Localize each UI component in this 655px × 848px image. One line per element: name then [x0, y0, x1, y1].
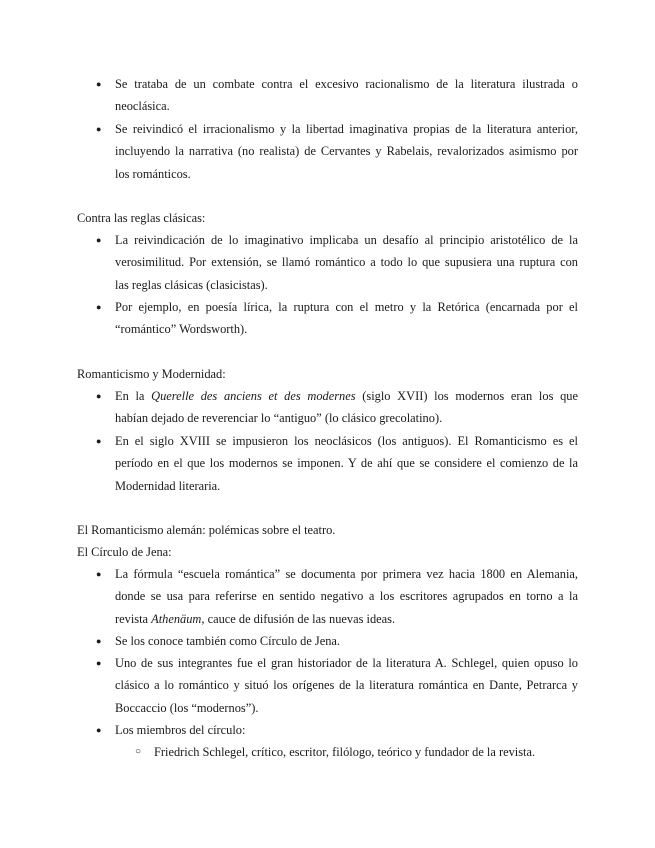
text-line: La fórmula “escuela romántica” se documenta por primera vez hacia 1800 en Alemania,: [115, 567, 578, 581]
italic-title: Querelle des anciens et des modernes: [151, 389, 356, 403]
text-line: Uno de sus integrantes fue el gran historiador de la literatura A. Schlegel, quien opuso lo: [115, 656, 578, 670]
text-line: Friedrich Schlegel, crítico, escritor, filólogo, teórico y fundador de la revista.: [154, 745, 536, 759]
text-line: revista Athenäum, cauce de difusión de las nuevas ideas.: [115, 611, 396, 626]
section-heading: El Círculo de Jena:: [77, 545, 172, 559]
text-line: período en el que los modernos se imponen. Y de ahí que se considere el comienzo de la: [115, 456, 578, 471]
bullet-icon: ●: [96, 436, 102, 446]
list-item: [96, 652, 578, 719]
text-line: Los miembros del círculo:: [115, 723, 246, 737]
list-item: [96, 563, 578, 630]
text-line: En la Querelle des anciens et des modernes (siglo XVII) los modernos eran los que: [115, 389, 578, 403]
bullet-icon: ●: [96, 569, 102, 579]
hollow-bullet-icon: ○: [135, 746, 142, 757]
list-item: [96, 73, 578, 118]
bullet-icon: ●: [96, 79, 102, 89]
text-line: Se los conoce también como Círculo de Jena.: [115, 634, 341, 648]
sub-list-item: [135, 741, 584, 763]
list-item: [96, 719, 578, 741]
bullet-icon: ●: [96, 658, 102, 668]
text-line: clásico a lo romántico y situó los orígenes de la literatura romántica en Dante, Petrarca y: [115, 678, 578, 693]
text-line: Modernidad literaria.: [115, 478, 221, 493]
text-line: los románticos.: [115, 166, 191, 181]
list-item: [96, 296, 578, 341]
text-line: donde se usa para referirse en sentido negativo a los escritores agrupados en torno a la: [115, 589, 578, 604]
italic-title: Athenäum: [151, 611, 202, 626]
text-line: habían dejado de reverenciar lo “antiguo” (lo clásico grecolatino).: [115, 411, 443, 426]
list-item: [96, 385, 578, 430]
text-line: La reivindicación de lo imaginativo implicaba un desafío al principio aristotélico de la: [115, 233, 578, 247]
text-line: Boccaccio (los “modernos”).: [115, 700, 259, 715]
bullet-icon: ●: [96, 636, 102, 646]
text-line: “romántico” Wordsworth).: [115, 322, 248, 337]
text-line: incluyendo la narrativa (no realista) de Cervantes y Rabelais, revalorizados asimismo por: [115, 144, 578, 159]
bullet-icon: ●: [96, 302, 102, 312]
bullet-icon: ●: [96, 124, 102, 134]
text-line: verosimilitud. Por extensión, se llamó romántico a todo lo que supusiera una ruptura con: [115, 255, 578, 270]
section-heading: Contra las reglas clásicas:: [77, 211, 206, 225]
list-item: [96, 630, 578, 652]
text-line: Se reivindicó el irracionalismo y la libertad imaginativa propias de la literatura anterior,: [115, 122, 578, 136]
list-item: [96, 229, 578, 296]
bullet-icon: ●: [96, 391, 102, 401]
section-heading: El Romanticismo alemán: polémicas sobre el teatro.: [77, 523, 336, 537]
section-heading: Romanticismo y Modernidad:: [77, 367, 226, 381]
text-line: En el siglo XVIII se impusieron los neoclásicos (los antiguos). El Romanticismo es el: [115, 434, 578, 448]
text-line: las reglas clásicas (clasicistas).: [115, 277, 268, 292]
text-line: Por ejemplo, en poesía lírica, la ruptura con el metro y la Retórica (encarnada por el: [115, 300, 578, 314]
text-line: Se trataba de un combate contra el excesivo racionalismo de la literatura ilustrada o: [115, 77, 578, 91]
bullet-icon: ●: [96, 235, 102, 245]
text-line: neoclásica.: [115, 99, 170, 114]
list-item: [96, 430, 578, 497]
bullet-icon: ●: [96, 725, 102, 735]
list-item: [96, 118, 578, 185]
